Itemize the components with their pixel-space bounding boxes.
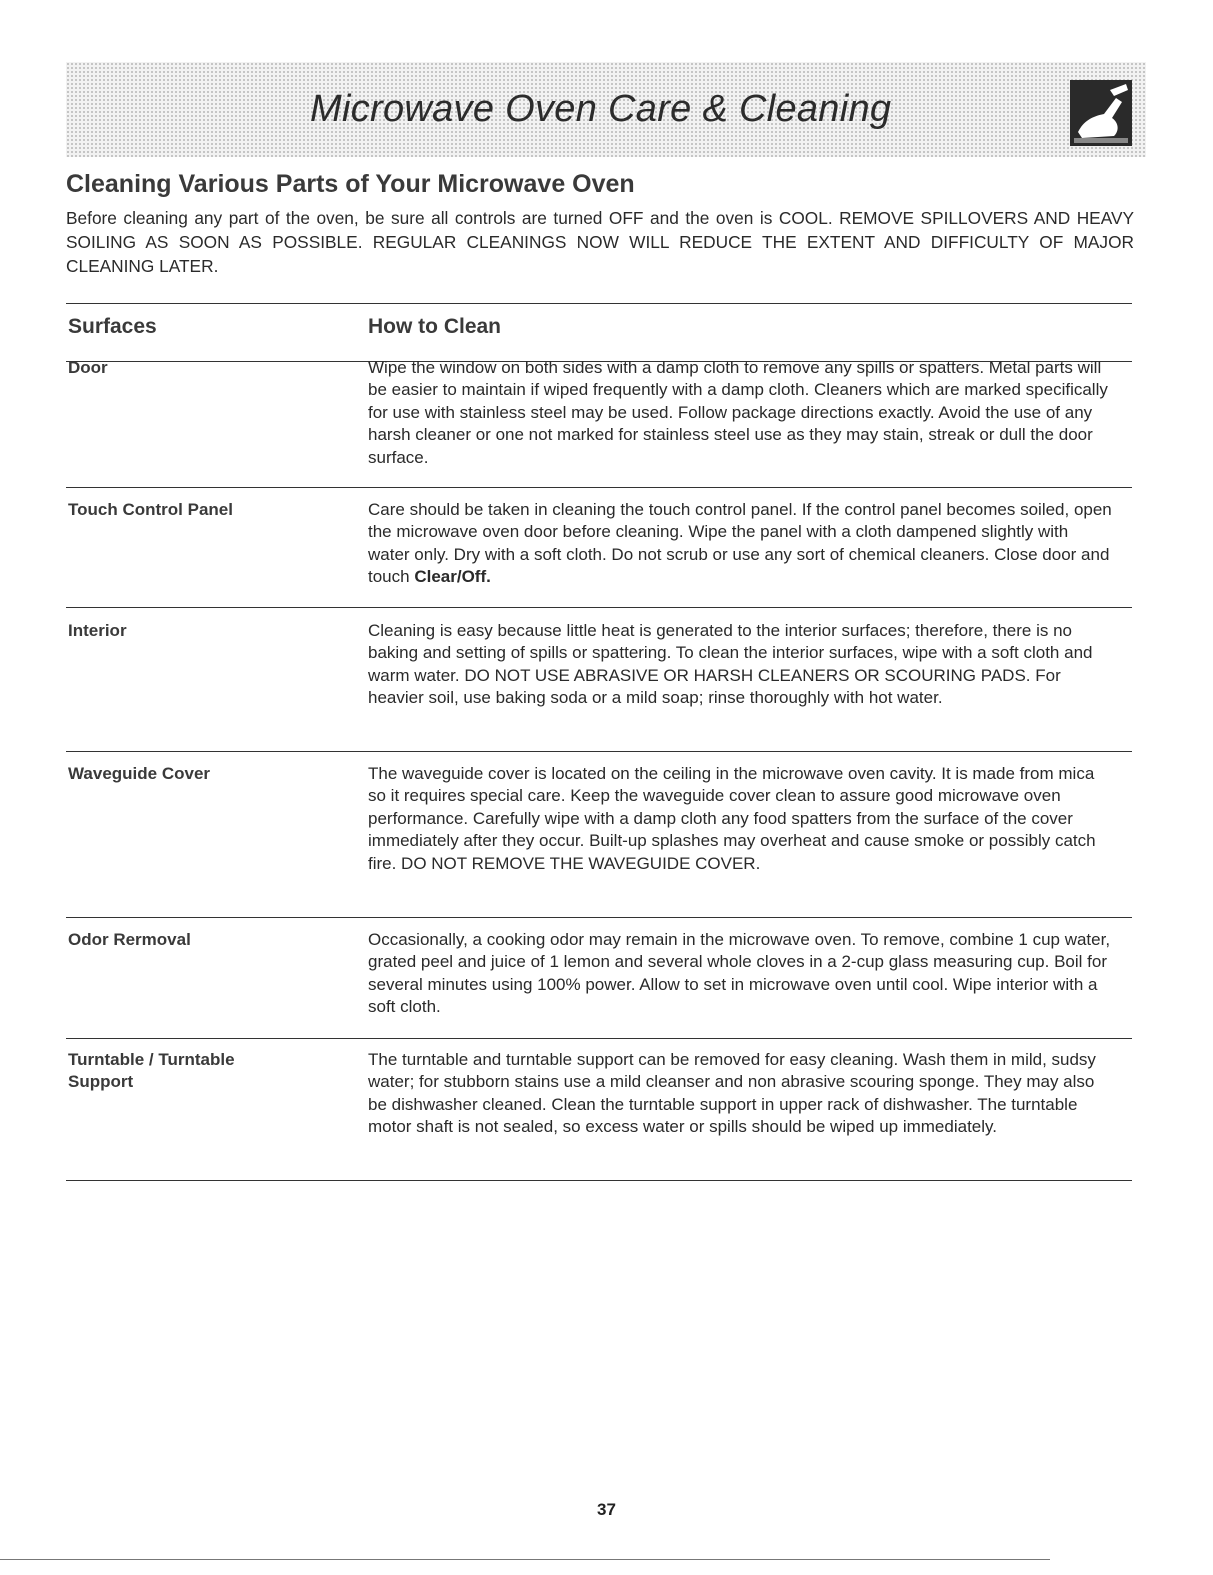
column-header-how-to-clean: How to Clean: [368, 315, 502, 338]
surface-label: Interior: [68, 621, 127, 640]
surface-label: Door: [68, 358, 108, 377]
bottom-rule: [0, 1559, 1050, 1560]
section-title: Cleaning Various Parts of Your Microwave Oven: [66, 170, 635, 198]
header-banner: [66, 62, 1146, 157]
clear-off-key-label: Clear/Off.: [414, 567, 491, 587]
table-row-turntable: [66, 1049, 1132, 1181]
surface-label: Waveguide Cover: [68, 764, 211, 783]
table-row-waveguide-cover: [66, 763, 1132, 918]
cleaning-instructions: Occasionally, a cooking odor may remain in the microwave oven. To remove, combine 1 cup water, grated peel and juice of 1 lemon and several whole cloves in a 2-cup glass measuring cup. Boil for several minutes using 100% power. Allow to set in microwave oven until cool. Wipe interior with a soft cloth.: [368, 930, 1111, 1017]
table-row-door: [66, 357, 1132, 488]
surface-label: Odor Rermoval: [68, 930, 191, 949]
surface-label: Turntable / Turntable Support: [68, 1050, 235, 1091]
page-header-title: Microwave Oven Care & Cleaning: [310, 88, 892, 130]
table-row-interior: [66, 620, 1132, 752]
table-row-touch-control-panel: [66, 499, 1132, 608]
cleaning-instructions: The waveguide cover is located on the ceiling in the microwave oven cavity. It is made from mica so it requires special care. Keep the waveguide cover clean to assure good microwave oven performance. Carefully wipe with a damp cloth any food spatters from the surface of the cover immediately after they occur. Built-up splashes may overheat and cause smoke or possibly catch fire. DO NOT REMOVE THE WAVEGUIDE COVER.: [368, 764, 1096, 873]
page-number: 37: [597, 1500, 616, 1519]
intro-paragraph: Before cleaning any part of the oven, be sure all controls are turned OFF and the oven is COOL. REMOVE SPILLOVERS AND HEAVY SOILING AS SOON AS POSSIBLE. REGULAR CLEANINGS NOW WILL REDUCE THE EXTENT AND DIFFICULTY OF MAJOR CLEANING LATER.: [66, 208, 1134, 276]
cleaning-hand-icon: [1070, 80, 1132, 146]
instructions-text: Care should be taken in cleaning the touch control panel. If the control panel becomes soiled, open the microwave oven door before cleaning. Wipe the panel with a cloth dampened slightly with water only. Dry with a soft cloth. Do not scrub or use any sort of chemical cleaners. Close door and touch: [368, 500, 1112, 587]
column-header-surfaces: Surfaces: [68, 315, 157, 338]
cleaning-instructions: Wipe the window on both sides with a damp cloth to remove any spills or spatters. Metal parts will be easier to maintain if wiped frequently with a damp cloth. Cleaners which are marked specifically for use with stainless steel may be used. Follow package directions exactly. Avoid the use of any harsh cleaner or one not marked for stainless steel use as they may stain, streak or dull the door surface.: [368, 358, 1108, 467]
table-header: [66, 303, 1132, 362]
cleaning-instructions: The turntable and turntable support can be removed for easy cleaning. Wash them in mild, sudsy water; for stubborn stains use a mild cleanser and non abrasive scouring sponge. They may also be dishwasher cleaned. Clean the turntable support in upper rack of dishwasher. The turntable motor shaft is not sealed, so excess water or spills should be wiped up immediately.: [368, 1050, 1096, 1137]
cleaning-instructions: [368, 499, 1113, 589]
cleaning-instructions: Cleaning is easy because little heat is generated to the interior surfaces; therefore, there is no baking and setting of spills or spattering. To clean the interior surfaces, wipe with a soft cloth and warm water. DO NOT USE ABRASIVE OR HARSH CLEANERS OR SCOURING PADS. For heavier soil, use baking soda or a mild soap; rinse thoroughly with hot water.: [368, 621, 1093, 708]
table-row-odor-removal: [66, 929, 1132, 1039]
surface-label: Touch Control Panel: [68, 500, 233, 519]
